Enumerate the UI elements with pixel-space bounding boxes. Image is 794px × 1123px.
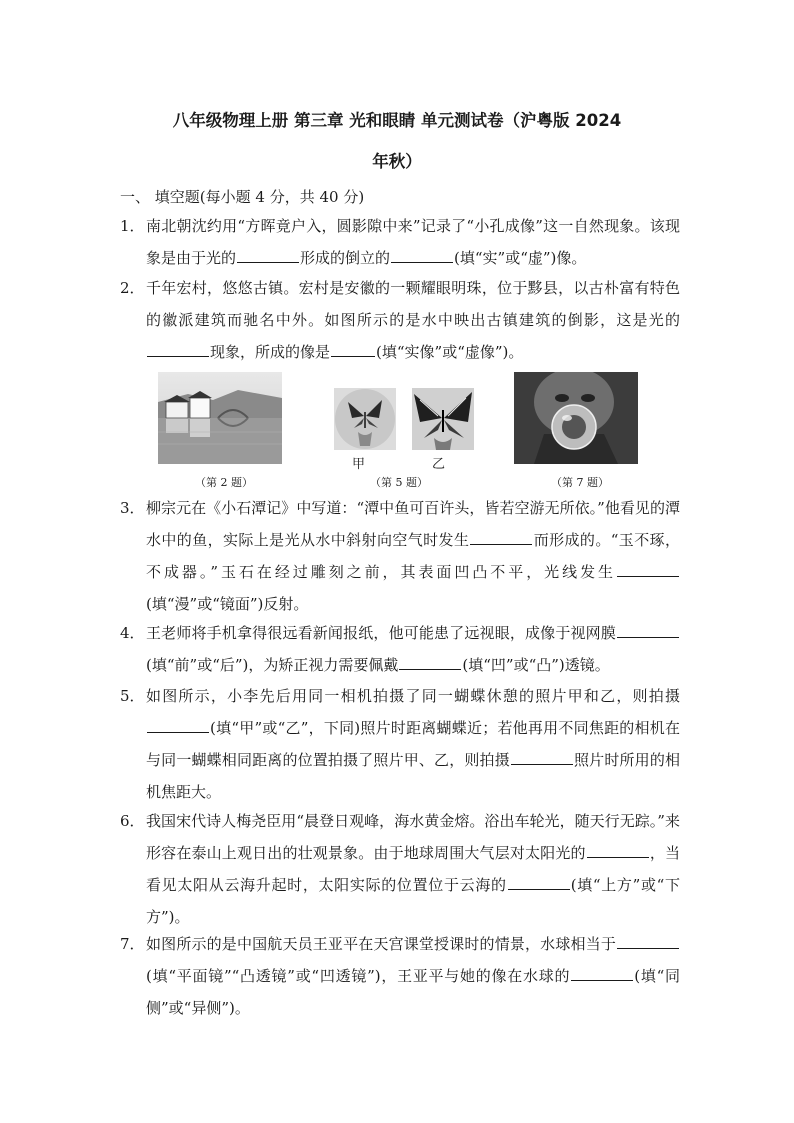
question-number: 1． (120, 217, 145, 235)
answer-blank[interactable] (470, 530, 532, 545)
question-text: (填“甲”或“乙”，下同)照片时距离蝴蝶近；若他再用不同焦距的相机在与同一蝴蝶相同距离的位置拍摄了照片甲、乙，则拍摄 (146, 719, 680, 769)
answer-blank[interactable] (571, 966, 633, 981)
figure-butterfly-jia (334, 388, 396, 450)
page-title-cont: 年秋） (372, 152, 422, 171)
answer-blank[interactable] (147, 718, 209, 733)
question-4 (120, 617, 680, 681)
question-number: 5． (120, 687, 145, 705)
question-text: 我国宋代诗人梅尧臣用“晨登日观峰，海水黄金熔。浴出车轮光，随天行无踪。”来形容在泰山上观日出的壮观景象。由于地球周围大气层对太阳光的 (146, 812, 680, 862)
question-text: 柳宗元在《小石潭记》中写道：“潭中鱼可百许头，皆若空游无所依。”他看见的潭水中的鱼，实际上是光从水中斜射向空气时发生 (146, 499, 680, 549)
question-text: (填“实像”或“虚像”)。 (376, 343, 524, 361)
question-1 (120, 210, 680, 274)
figure-butterfly-yi (412, 388, 474, 450)
figure-caption: （第 5 题） (370, 476, 428, 489)
page-title: 八年级物理上册 第三章 光和眼睛 单元测试卷（沪粤版 2024 (172, 111, 622, 130)
question-text: 而形成的。“玉不琢，不成器。”玉石在经过雕刻之前，其表面凹凸不平，光线发生 (146, 531, 680, 581)
question-number: 7． (120, 935, 145, 953)
answer-blank[interactable] (147, 342, 209, 357)
question-text: (填“上方”或“下方”)。 (146, 876, 680, 926)
question-5 (120, 680, 680, 808)
answer-blank[interactable] (508, 875, 570, 890)
answer-blank[interactable] (617, 623, 679, 638)
question-2 (120, 272, 680, 368)
answer-blank[interactable] (587, 843, 649, 858)
figure-caption: （第 2 题） (195, 476, 253, 489)
question-text: 王老师将手机拿得很远看新闻报纸，他可能患了远视眼，成像于视网膜 (146, 624, 616, 642)
question-text: 现象，所成的像是 (210, 343, 331, 361)
answer-blank[interactable] (391, 248, 453, 263)
question-text: (填“实”或“虚”)像。 (454, 249, 587, 267)
question-text: 南北朝沈约用“方晖竟户入，圆影隙中来”记录了“小孔成像”这一自然现象。该现象是由于光的 (146, 217, 680, 267)
question-text: (填“前”或“后”)，为矫正视力需要佩戴 (146, 656, 399, 674)
figure-label-yi: 乙 (432, 457, 446, 472)
figure-label-jia: 甲 (352, 457, 366, 472)
question-text: 形成的倒立的 (300, 249, 391, 267)
answer-blank[interactable] (617, 562, 679, 577)
question-text: 如图所示，小李先后用同一相机拍摄了同一蝴蝶休憩的照片甲和乙，则拍摄 (146, 687, 680, 705)
question-text: (填“漫”或“镜面”)反射。 (146, 595, 309, 613)
question-3 (120, 492, 680, 620)
question-number: 3． (120, 499, 145, 517)
section-heading: 一、 填空题(每小题 4 分，共 40 分) (120, 188, 365, 206)
answer-blank[interactable] (617, 934, 679, 949)
question-text: 照片时所用的相机焦距大。 (146, 751, 680, 801)
question-6 (120, 805, 680, 933)
question-7 (120, 928, 680, 1024)
answer-blank[interactable] (331, 342, 375, 357)
answer-blank[interactable] (399, 655, 461, 670)
figure-village-reflection (158, 372, 282, 464)
question-number: 6． (120, 812, 145, 830)
answer-blank[interactable] (511, 750, 573, 765)
question-number: 4． (120, 624, 145, 642)
figure-caption: （第 7 题） (551, 476, 609, 489)
question-number: 2． (120, 279, 145, 297)
question-text: (填“平面镜”“凸透镜”或“凹透镜”)，王亚平与她的像在水球的 (146, 967, 571, 985)
question-text: 千年宏村，悠悠古镇。宏村是安徽的一颗耀眼明珠，位于黟县，以古朴富有特色的徽派建筑而驰名中外。如图所示的是水中映出古镇建筑的倒影，这是光的 (146, 279, 680, 329)
question-text: (填“凹”或“凸”)透镜。 (462, 656, 610, 674)
question-text: (填“同侧”或“异侧”)。 (146, 967, 680, 1017)
question-text: 如图所示的是中国航天员王亚平在天宫课堂授课时的情景，水球相当于 (146, 935, 616, 953)
answer-blank[interactable] (237, 248, 299, 263)
question-text: ，当看见太阳从云海升起时，太阳实际的位置位于云海的 (146, 844, 680, 894)
figure-water-ball (514, 372, 638, 464)
